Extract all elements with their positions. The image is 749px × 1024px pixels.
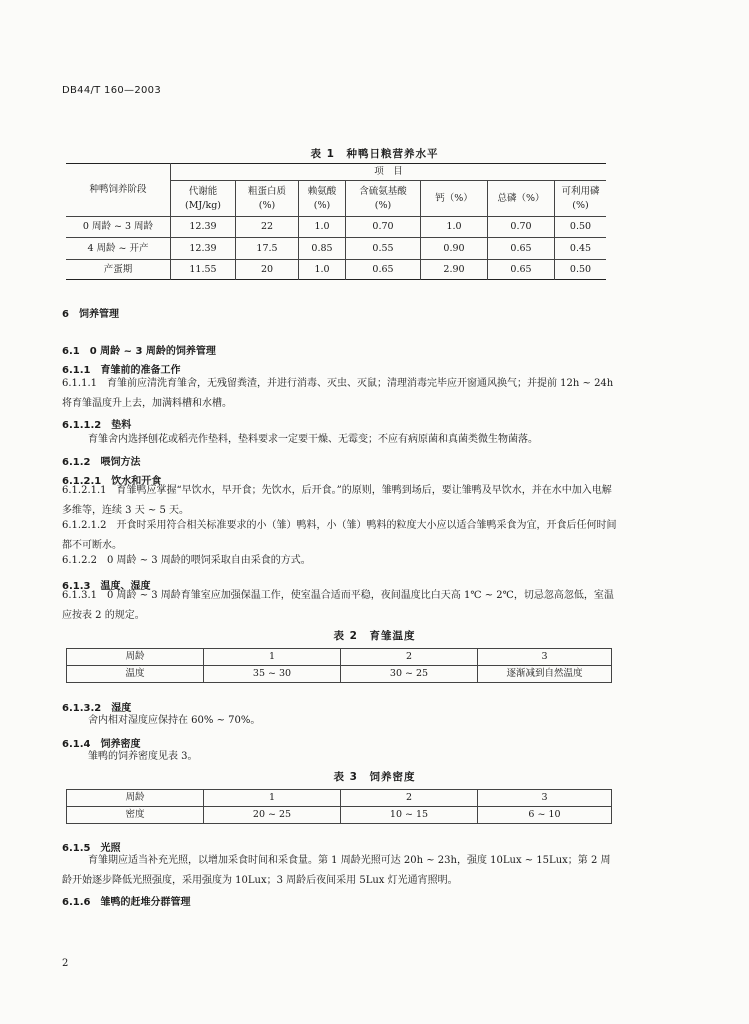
value-cell: 12.39 [171,217,236,238]
value-cell: 6 ~ 10 [478,807,612,824]
paragraph-6-1-2-1-1: 6.1.2.1.1 育雏鸭应掌握“早饮水，早开食；先饮水，后开食。”的原则，雏鸭到场后，要让雏鸭及早饮水，并在水中加入电解多维等，连续 3 天 ~ 5 天。 [62,485,612,516]
value-cell: 0.65 [488,238,555,260]
value-cell: 0.55 [346,238,421,260]
paragraph-6-1-1-1: 6.1.1.1 育雏前应清洗育雏舍，无残留粪渣，并进行消毒、灭虫、灭鼠；清理消毒完毕应开窗通风换气；并提前 12h ~ 24h 将育雏温度升上去，加满料槽和水槽。 [62,378,614,409]
brooding-temperature-table [66,648,612,683]
stage-cell: 4 周龄 ~ 开产 [66,238,171,260]
stocking-density-table [66,789,612,824]
value-cell: 0.85 [299,238,346,260]
value-cell: 35 ~ 30 [204,666,341,683]
stage-cell: 0 周龄 ~ 3 周龄 [66,217,171,238]
value-cell: 1.0 [299,217,346,238]
value-cell: 20 [236,260,299,280]
value-cell: 0.45 [555,238,607,260]
section-6-1-6-heading: 6.1.6 雏鸭的赶堆分群管理 [62,897,191,908]
col-header: 含硫氨基酸 (%) [346,181,421,217]
row-label: 温度 [67,666,204,683]
value-cell: 17.5 [236,238,299,260]
paragraph-6-1-2-2: 6.1.2.2 0 周龄 ~ 3 周龄的喂饲采取自由采食的方式。 [62,555,311,566]
row-label: 周龄 [67,790,204,807]
value-cell: 0.50 [555,260,607,280]
col-header: 粗蛋白质 (%) [236,181,299,217]
value-cell: 12.39 [171,238,236,260]
paragraph-6-1-5: 育雏期应适当补充光照，以增加采食时间和采食量。第 1 周龄光照可达 20h ~ 23h，强度 10Lux ~ 15Lux；第 2 周龄开始逐步降低光照强度，采用强度为 10Lux；3 周龄后夜间采用 5Lux 灯光通宵照明。 [62,855,611,886]
page-number: 2 [62,958,69,969]
value-cell: 10 ~ 15 [341,807,478,824]
row-label: 密度 [67,807,204,824]
section-6-heading: 6 饲养管理 [62,309,119,320]
table-row [66,260,606,280]
value-cell: 0.65 [488,260,555,280]
value-cell: 11.55 [171,260,236,280]
col-header: 赖氨酸 (%) [299,181,346,217]
section-6-1-heading: 6.1 0 周龄 ~ 3 周龄的饲养管理 [62,346,216,357]
value-cell: 2 [341,649,478,666]
section-6-1-3-2-heading: 6.1.3.2 湿度 [62,703,132,714]
table2-caption: 表 2 育雏温度 [333,630,416,642]
section-6-1-2-heading: 6.1.2 喂饲方法 [62,457,141,468]
value-cell: 1.0 [299,260,346,280]
value-cell: 0.50 [555,217,607,238]
value-cell: 22 [236,217,299,238]
col-header: 可利用磷 (%) [555,181,607,217]
col-header: 代谢能 (MJ/kg) [171,181,236,217]
value-cell: 3 [478,790,612,807]
nutrition-table [66,163,606,280]
value-cell: 0.65 [346,260,421,280]
value-cell: 2 [341,790,478,807]
value-cell: 20 ~ 25 [204,807,341,824]
value-cell: 3 [478,649,612,666]
value-cell: 1.0 [421,217,488,238]
stage-cell: 产蛋期 [66,260,171,280]
section-6-1-3-heading: 6.1.3 温度、湿度 [62,581,151,592]
items-header: 项 目 [171,164,607,181]
value-cell: 0.90 [421,238,488,260]
col-header: 钙（%） [421,181,488,217]
value-cell: 1 [204,790,341,807]
value-cell: 30 ~ 25 [341,666,478,683]
row-label: 周龄 [67,649,204,666]
table3-caption: 表 3 饲养密度 [333,771,416,783]
value-cell: 0.70 [488,217,555,238]
value-cell: 0.70 [346,217,421,238]
table-row [67,790,612,807]
table-row [67,649,612,666]
stage-header: 种鸭饲养阶段 [66,164,171,217]
table-row [66,217,606,238]
paragraph-6-1-3-2: 舍内相对湿度应保持在 60% ~ 70%。 [88,715,261,726]
section-6-1-1-heading: 6.1.1 育雏前的准备工作 [62,365,181,376]
value-cell: 2.90 [421,260,488,280]
document-id: DB44/T 160—2003 [62,85,161,96]
value-cell: 逐渐减到自然温度 [478,666,612,683]
value-cell: 1 [204,649,341,666]
paragraph-6-1-3-1: 6.1.3.1 0 周龄 ~ 3 周龄育雏室应加强保温工作，使室温合适而平稳，夜间温度比白天高 1℃ ~ 2℃，切忌忽高忽低，室温应按表 2 的规定。 [62,590,614,621]
table-row [67,666,612,683]
paragraph-6-1-4: 雏鸭的饲养密度见表 3。 [88,751,198,762]
paragraph-6-1-1-2: 育雏舍内选择刨花或稻壳作垫料，垫料要求一定要干燥、无霉变；不应有病原菌和真菌类微生物菌落。 [88,434,538,445]
section-6-1-1-2-heading: 6.1.1.2 垫料 [62,420,132,431]
paragraph-6-1-2-1-2: 6.1.2.1.2 开食时采用符合相关标准要求的小（雏）鸭料，小（雏）鸭料的粒度大小应以适合雏鸭采食为宜，开食后任何时间都不可断水。 [62,520,617,551]
section-6-1-2-1-heading: 6.1.2.1 饮水和开食 [62,476,162,487]
table1-caption: 表 1 种鸭日粮营养水平 [310,148,439,160]
table-row [66,238,606,260]
table-row [67,807,612,824]
col-header: 总磷（%） [488,181,555,217]
section-6-1-5-heading: 6.1.5 光照 [62,843,121,854]
section-6-1-4-heading: 6.1.4 饲养密度 [62,739,141,750]
